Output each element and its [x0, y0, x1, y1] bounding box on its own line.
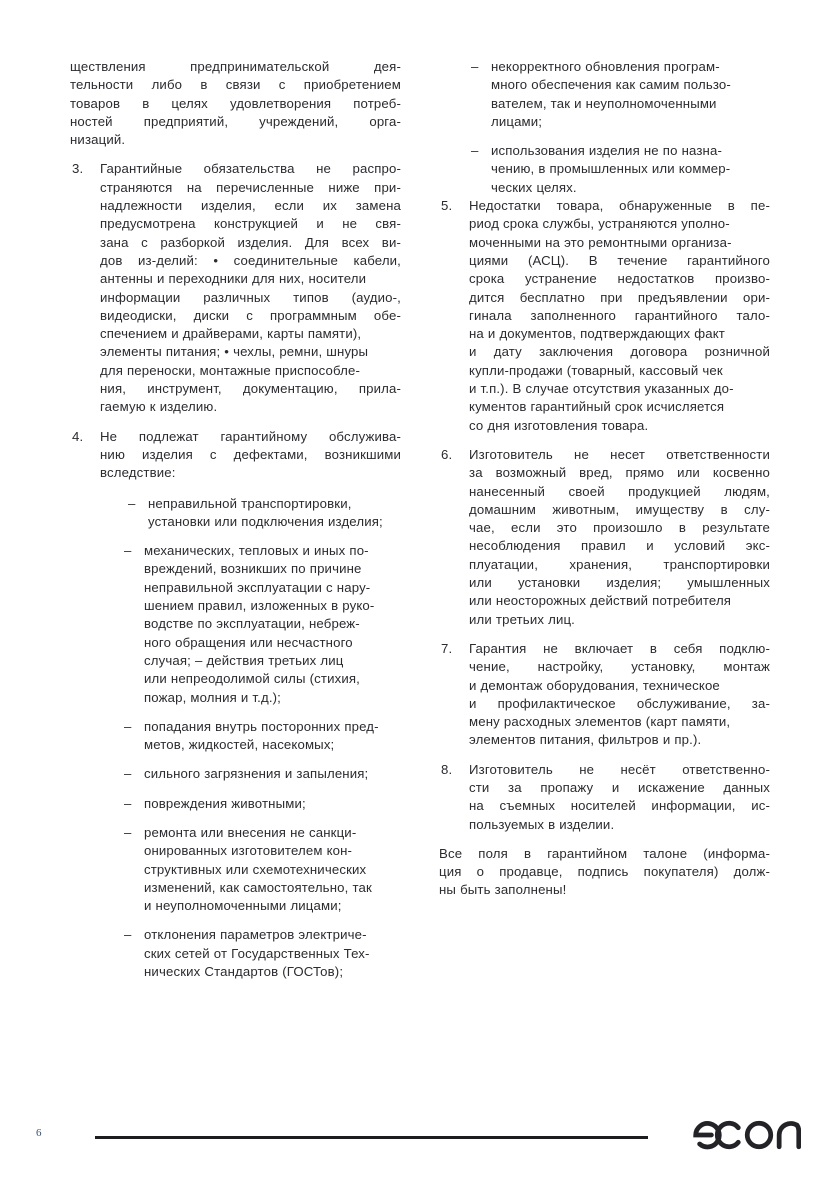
list-item-body: [469, 197, 770, 435]
text-line: дится бесплатно при предъявлении ори-: [469, 289, 770, 305]
text-line: предусмотрена конструкцией и не свя-: [100, 216, 401, 232]
text-line: пользуемых в изделии.: [469, 816, 615, 832]
text-line: Недостатки товара, обнаруженные в пе-: [469, 198, 770, 214]
dash-bullet-icon: –: [471, 143, 479, 159]
text-line: Не подлежат гарантийному обслужива-: [100, 428, 401, 444]
text-line: пожар, молния и т.д.);: [144, 689, 281, 705]
text-line: шением правил, изложенных в руко-: [144, 598, 375, 614]
text-line: много обеспечения как самим пользо-: [491, 77, 731, 93]
text-line: Все поля в гарантийном талоне (информа-: [439, 845, 770, 861]
text-line: чае, если это произошло в результате: [469, 520, 770, 536]
dash-item-body: [144, 765, 401, 783]
text-line: лицами;: [491, 113, 543, 129]
list-item-body: [469, 446, 770, 629]
text-line: установки или подключения изделия;: [148, 513, 383, 529]
text-line: случая; – действия третьих лиц: [144, 652, 344, 668]
text-line: информации различных типов (аудио-,: [100, 289, 401, 305]
list-item-body: [100, 428, 401, 483]
list-item-body: [469, 761, 770, 834]
page-footer: [0, 1111, 839, 1161]
text-line: купли-продажи (товарный, кассовый чек: [469, 362, 723, 378]
text-line: ских сетей от Государственных Тех-: [144, 945, 370, 961]
dash-item-body: [491, 58, 770, 131]
text-line: использования изделия не по назна-: [491, 143, 723, 159]
numbered-item-3: [70, 160, 401, 416]
dash-item: [122, 765, 401, 783]
text-line: антенны и переходники для них, носители: [100, 271, 367, 287]
left-column: [70, 58, 401, 992]
dash-item: [122, 795, 401, 813]
text-line: Изготовитель не несет ответственности: [469, 446, 770, 462]
footer-divider-rule: [95, 1136, 648, 1139]
text-line: надлежности изделия, если их замена: [100, 198, 401, 214]
list-number: 5.: [441, 198, 453, 214]
dash-item: [122, 495, 401, 532]
text-line: зана с разборкой изделия. Для всех ви-: [100, 234, 401, 250]
closing-paragraph: [439, 845, 770, 900]
text-line: моченными на это ремонтными организа-: [469, 234, 732, 250]
paragraph-lines: [70, 58, 401, 149]
text-line: нических Стандартов (ГОСТов);: [144, 964, 344, 980]
text-line: нанесенный своей продукцией людям,: [469, 483, 770, 499]
text-line: для переноски, монтажные приспособле-: [100, 362, 361, 378]
text-line: циями (АСЦ). В течение гарантийного: [469, 252, 770, 268]
text-line: ны быть заполнены!: [439, 882, 567, 898]
text-line: кументов гарантийный срок исчисляется: [469, 399, 725, 415]
text-line: Гарантийные обязательства не распро-: [100, 161, 401, 177]
text-line: Изготовитель не несёт ответственно-: [469, 761, 770, 777]
page-number: 6: [36, 1127, 42, 1139]
text-line: со дня изготовления товара.: [469, 417, 649, 433]
dash-item: [469, 58, 770, 131]
text-line: механических, тепловых и иных по-: [144, 543, 369, 559]
text-line: или неосторожных действий потребителя: [469, 593, 732, 609]
text-line: онированных изготовителем кон-: [144, 843, 353, 859]
list-number: 4.: [72, 428, 84, 444]
text-line: гаемую к изделию.: [100, 399, 218, 415]
dash-item-body: [144, 795, 401, 813]
text-line: водстве по эксплуатации, небреж-: [144, 616, 360, 632]
text-line: и дату заключения договора розничной: [469, 344, 770, 360]
dash-bullet-icon: –: [124, 766, 132, 782]
text-line: отклонения параметров электриче-: [144, 927, 367, 943]
text-line: некорректного обновления програм-: [491, 59, 720, 74]
text-line: несоблюдения правил и условий экс-: [469, 538, 770, 554]
dash-item-body: [144, 542, 401, 707]
sub-list-item-4: [100, 495, 401, 982]
text-line: ция о продавце, подпись покупателя) долж-: [439, 864, 770, 880]
text-line: чению, в промышленных или коммер-: [491, 161, 731, 177]
text-line: структивных или схемотехнических: [144, 861, 367, 877]
dash-bullet-icon: –: [124, 795, 132, 811]
dash-bullet-icon: –: [124, 927, 132, 943]
text-line: на и документов, подтверждающих факт: [469, 326, 725, 342]
econ-logo: [689, 1113, 801, 1157]
list-number: 3.: [72, 161, 84, 177]
text-line: видеодиски, диски с программным обе-: [100, 307, 401, 323]
numbered-item-8: [439, 761, 770, 834]
text-line: за возможный вред, прямо или косвенно: [469, 465, 770, 481]
text-line: ремонта или внесения не санкци-: [144, 824, 357, 840]
text-line: товаров в целях удовлетворения потреб-: [70, 95, 401, 111]
text-line: и профилактическое обслуживание, за-: [469, 695, 770, 711]
list-number: 6.: [441, 446, 453, 462]
text-line: тельности либо в связи с приобретением: [70, 77, 401, 93]
dash-item-body: [144, 926, 401, 981]
text-line: изменений, как самостоятельно, так: [144, 879, 372, 895]
numbered-item-6: [439, 446, 770, 629]
text-line: и т.п.). В случае отсутствия указанных до-: [469, 381, 734, 397]
text-line: вследствие:: [100, 465, 176, 481]
text-line: или третьих лиц.: [469, 611, 575, 627]
text-line: вателем, так и неуполномоченными: [491, 95, 717, 111]
text-line: сти за пропажу и искажение данных: [469, 779, 770, 795]
text-line: неправильной эксплуатации с нару-: [144, 579, 371, 595]
dash-bullet-icon: –: [128, 495, 136, 511]
text-line: неправильной транспортировки,: [148, 495, 352, 511]
list-number: 7.: [441, 640, 453, 656]
right-column: [439, 58, 770, 911]
dash-bullet-icon: –: [471, 59, 479, 74]
text-line: попадания внутрь посторонних пред-: [144, 718, 379, 734]
numbered-item-4: [70, 428, 401, 982]
text-line: ния, инструмент, документацию, прила-: [100, 381, 401, 397]
dash-bullet-icon: –: [124, 824, 132, 840]
text-line: срока устранение недостатков произво-: [469, 271, 770, 287]
dash-item: [469, 142, 770, 197]
text-line: ностей предприятий, учреждений, орга-: [70, 113, 401, 129]
list-item-body: [100, 160, 401, 416]
text-line: ществления предпринимательской дея-: [70, 59, 401, 74]
dash-item-body: [491, 142, 770, 197]
continued-paragraph: [70, 58, 401, 149]
text-line: сильного загрязнения и запыления;: [144, 766, 369, 782]
dash-item: [122, 718, 401, 755]
dash-item: [122, 824, 401, 915]
dash-bullet-icon: –: [124, 543, 132, 559]
text-line: ческих целях.: [491, 179, 577, 195]
dash-item-body: [144, 824, 401, 915]
text-line: нию изделия с дефектами, возникшими: [100, 446, 401, 462]
text-line: страняются на перечисленные ниже при-: [100, 179, 401, 195]
text-line: Гарантия не включает в себя подклю-: [469, 640, 770, 656]
text-line: домашним животным, имуществу в слу-: [469, 501, 770, 517]
text-line: элементов питания, фильтров и пр.).: [469, 732, 702, 748]
numbered-item-7: [439, 640, 770, 750]
numbered-item-5: [439, 197, 770, 435]
text-line: плуатации, хранения, транспортировки: [469, 556, 770, 572]
list-item-body: [469, 640, 770, 750]
dash-item-body: [144, 718, 401, 755]
text-line: дов из-делий: • соединительные кабели,: [100, 252, 401, 268]
text-line: мену расходных элементов (карт памяти,: [469, 714, 731, 730]
dash-item-body: [148, 495, 401, 532]
text-line: гинала заполненного гарантийного тало-: [469, 307, 770, 323]
text-line: и неуполномоченными лицами;: [144, 898, 342, 914]
dash-item: [122, 926, 401, 981]
text-line: или непреодолимой силы (стихия,: [144, 671, 360, 687]
list-number: 8.: [441, 761, 453, 777]
text-line: или установки изделия; умышленных: [469, 575, 770, 591]
text-line: вреждений, возникших по причине: [144, 561, 362, 577]
text-line: низаций.: [70, 132, 126, 148]
paragraph-lines: [439, 845, 770, 900]
two-column-body: [70, 58, 770, 992]
text-line: спечением и драйверами, карты памяти),: [100, 326, 362, 342]
text-line: на съемных носителей информации, ис-: [469, 798, 770, 814]
text-line: элементы питания; • чехлы, ремни, шнуры: [100, 344, 369, 360]
text-line: риод срока службы, устраняются уполно-: [469, 216, 730, 232]
text-line: повреждения животными;: [144, 795, 306, 811]
text-line: метов, жидкостей, насекомых;: [144, 737, 335, 753]
text-line: ного обращения или несчастного: [144, 634, 353, 650]
dash-item: [122, 542, 401, 707]
text-line: чение, настройку, установку, монтаж: [469, 659, 770, 675]
continued-sub-list: [439, 58, 770, 197]
dash-bullet-icon: –: [124, 718, 132, 734]
text-line: и демонтаж оборудования, техническое: [469, 677, 720, 693]
